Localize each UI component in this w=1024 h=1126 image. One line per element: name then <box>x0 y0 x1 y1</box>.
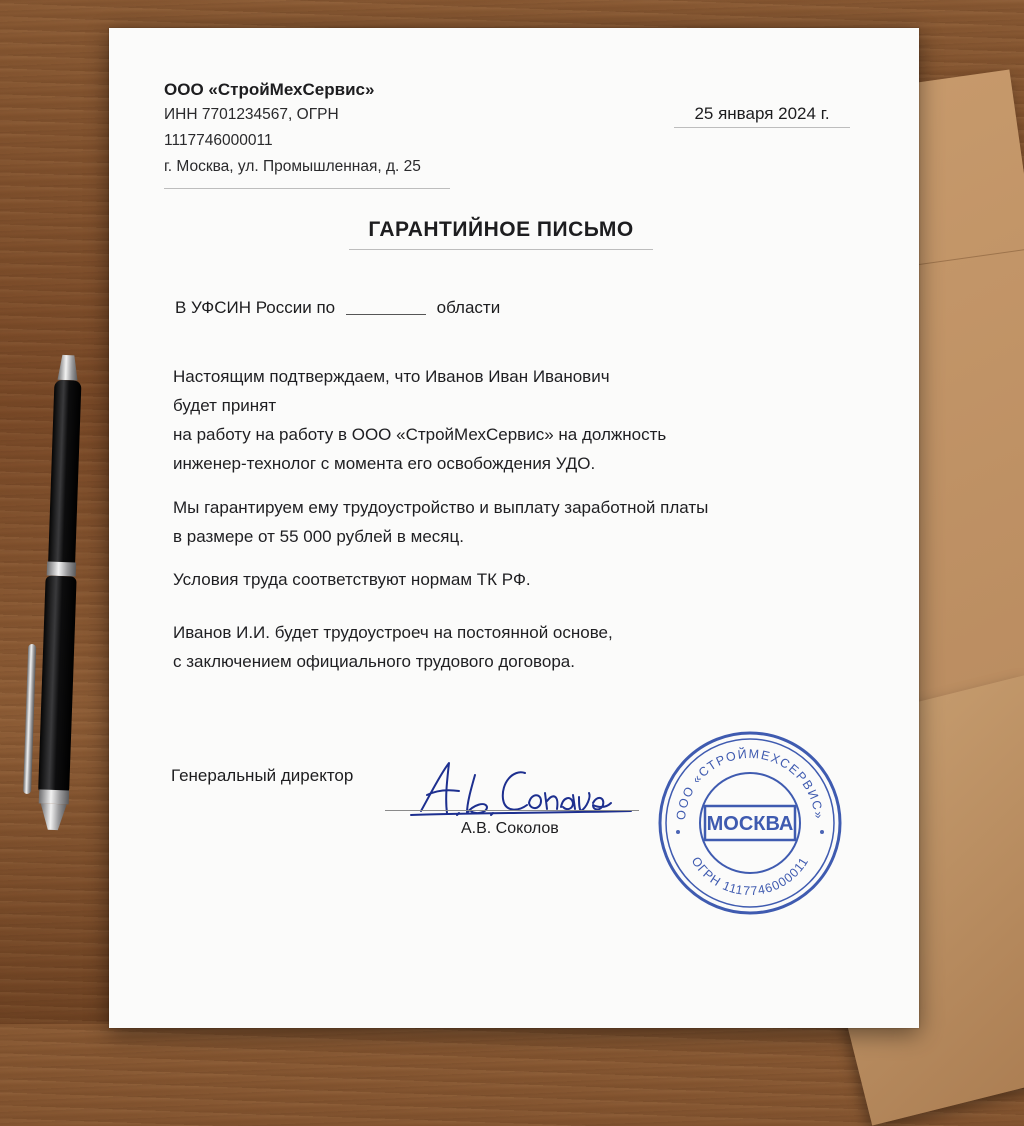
addressee-suffix: области <box>436 298 501 317</box>
company-stamp <box>655 728 845 918</box>
addressee <box>175 298 500 318</box>
company-ids: ИНН 7701234567, ОГРН 1117746000011 <box>164 106 339 149</box>
svg-text:ОГРН 1117746000011 <box>689 854 812 898</box>
addressee-blank-field <box>346 300 426 315</box>
signer-position: Генеральный директор <box>171 766 354 785</box>
handwritten-signature <box>401 753 641 823</box>
paragraph-employment <box>173 618 813 676</box>
paragraph-line: будет принят <box>173 396 277 415</box>
company-name: ООО «СтройМехСервис» <box>164 80 375 99</box>
letter-sheet <box>109 28 919 1028</box>
company-header <box>164 78 450 189</box>
paragraph-line: в размере от 55 000 рублей в месяц. <box>173 527 464 546</box>
addressee-prefix: В УФСИН России по <box>175 298 336 317</box>
paragraph-line: Настоящим подтверждаем, что Иванов Иван Иванович <box>173 367 610 386</box>
stamp-bottom-text: ОГРН 1117746000011 <box>688 854 812 899</box>
paragraph-confirmation <box>173 362 813 478</box>
paragraph-line: Иванов И.И. будет трудоустроеч на постоянной основе, <box>173 623 613 642</box>
paragraph-guarantee <box>173 493 813 551</box>
paragraph-line: с заключением официального трудового договора. <box>173 652 575 671</box>
stamp-center-text: МОСКВА <box>706 813 794 835</box>
paragraph-line: Мы гарантируем ему трудоустройство и выплату заработной платы <box>173 498 709 517</box>
paragraph-conditions <box>173 565 813 594</box>
paragraph-line: на работу на работу в ООО «СтройМехСервис» на должность <box>173 425 667 444</box>
paragraph-line: Условия труда соответствуют нормам ТК РФ. <box>173 570 531 589</box>
paragraph-line: инженер-технолог с момента его освобождения УДО. <box>173 454 596 473</box>
signer-name: А.В. Соколов <box>461 820 559 837</box>
pen-image <box>20 350 100 840</box>
letter-date: 25 января 2024 г. <box>674 104 850 128</box>
stamp-top-text: ООО «СТРОЙМЕХСЕРВИС» <box>673 746 827 821</box>
signature-line <box>385 810 639 811</box>
letter-title: ГАРАНТИЙНОЕ ПИСЬМО <box>349 218 653 250</box>
company-address: г. Москва, ул. Промышленная, д. 25 <box>164 158 421 175</box>
